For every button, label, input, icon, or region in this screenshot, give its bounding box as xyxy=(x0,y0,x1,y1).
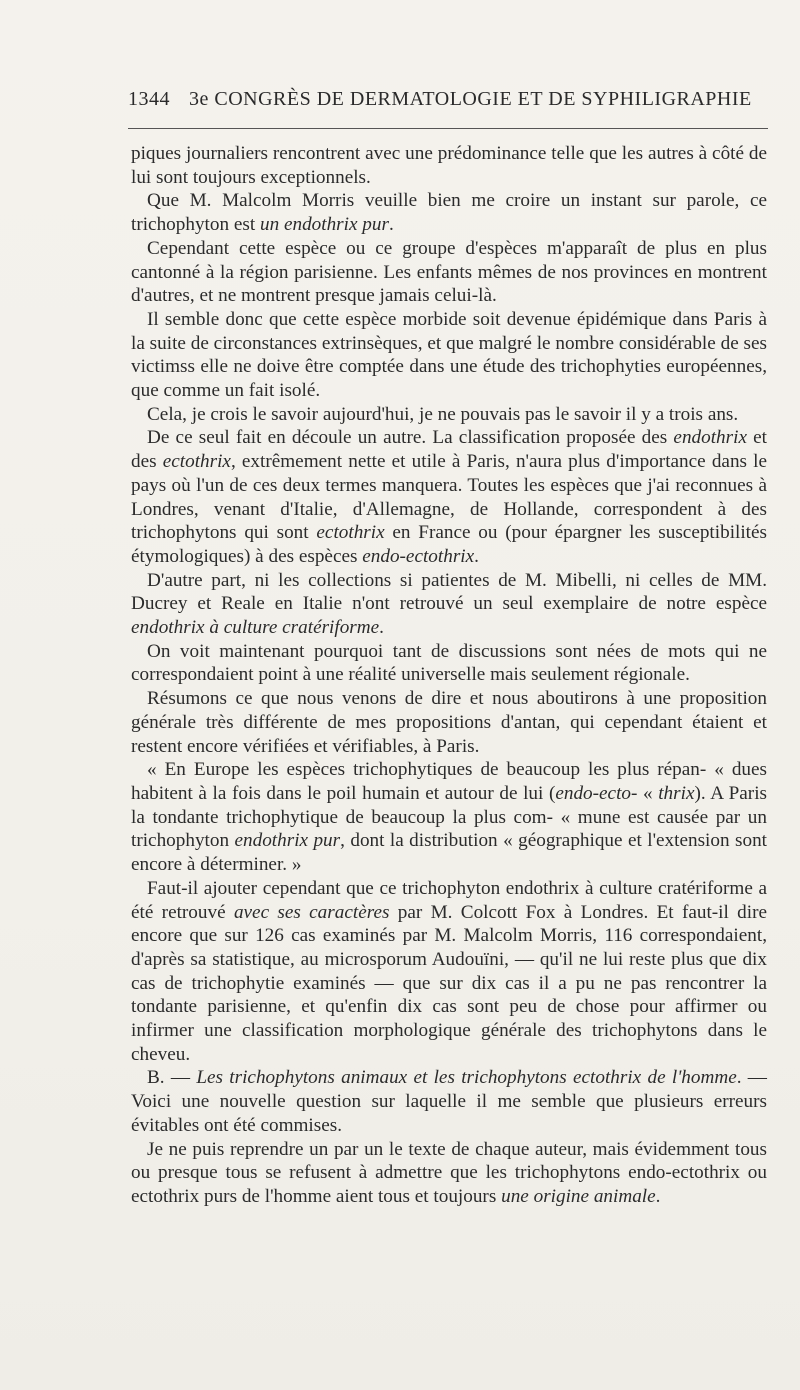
paragraph-text: D'autre part, ni les collections si patientes de M. Mibelli, ni celles de MM. Ducrey et Reale en Italie n'ont retrouvé un seul exemplaire de notre espèce xyxy=(131,569,767,615)
paragraph-text: et des xyxy=(131,427,767,473)
italic-text: ectothrix xyxy=(316,522,385,544)
italic-text: endo-ecto- xyxy=(555,782,638,804)
paragraph-text: ). A Paris la tondante trichophytique de beaucoup la plus com- « mune est causée par un trichophyton xyxy=(131,782,767,852)
paragraph-text: « xyxy=(637,782,659,804)
paragraph-text: Cependant cette espèce ou ce groupe d'espèces m'apparaît de plus en plus cantonné à la région parisienne. Les enfants mêmes de nos provinces en montrent d'autres, et ne montrent presque jamais celui-là. xyxy=(131,237,767,307)
paragraph xyxy=(131,189,767,236)
paragraph-text: Je ne puis reprendre un par un le texte de chaque auteur, mais évidemment tous ou presque tous se refusent à admettre que les trichophytons endo-ectothrix ou ectothrix purs de l'homme aient tous et toujours xyxy=(131,1138,767,1207)
paragraph-text: De ce seul fait en découle un autre. La classification proposée des xyxy=(147,427,674,449)
paragraph xyxy=(131,1138,767,1209)
paragraph xyxy=(131,142,767,189)
italic-text: thrix xyxy=(658,782,695,804)
paragraph-text: par M. Colcott Fox à Londres. Et faut-il dire encore que sur 126 cas examinés par M. Malcolm Morris, 116 correspondaient, d'après sa statistique, au microsporum Audouïni, — qu'il ne lui reste plus que dix cas de trichophytie examinés — que sur dix cas il a pu ne pas rencontrer la tondante parisienne, et qu'enfin dix cas sont peu de chose pour affirmer ou infirmer une classification morphologique générale des trichophytons dans le cheveu. xyxy=(131,901,767,1065)
paragraph-text: . — Voici une nouvelle question sur laquelle il me semble que plusieurs erreurs évitables ont été commises. xyxy=(131,1067,767,1136)
italic-text: endo-ectothrix xyxy=(362,545,475,567)
paragraph xyxy=(131,308,767,403)
italic-text: avec ses caractères xyxy=(233,901,390,923)
italic-text: un endothrix pur xyxy=(259,214,389,236)
paragraph-text: , dont la distribution « géographique et l'extension sont encore à déterminer. » xyxy=(131,830,767,876)
paragraph xyxy=(131,877,767,1067)
paragraph xyxy=(131,687,767,758)
paragraph xyxy=(131,569,767,640)
paragraph-text: . xyxy=(474,545,479,567)
italic-text: ectothrix xyxy=(162,451,231,473)
paragraph-text: . xyxy=(388,214,394,236)
page-number: 1344 xyxy=(128,88,170,110)
italic-text: une origine animale xyxy=(501,1185,656,1207)
italic-text: endothrix xyxy=(673,427,747,449)
italic-text: endothrix à culture cratériforme xyxy=(131,617,380,639)
running-title: 3e CONGRÈS DE DERMATOLOGIE ET DE SYPHILIGRAPHIE xyxy=(189,88,752,110)
paragraph xyxy=(131,403,767,427)
paragraph xyxy=(131,1066,767,1137)
paragraph-text: en France ou (pour épargner les susceptibilités étymologiques) à des espèces xyxy=(131,522,767,567)
paragraph-text: Résumons ce que nous venons de dire et nous aboutirons à une proposition générale très différente de mes propositions d'antan, qui cependant étaient et restent encore vérifiées et vérifiables, à Paris. xyxy=(131,688,767,757)
italic-text: Les trichophytons animaux et les trichophytons ectothrix de l'homme xyxy=(196,1067,737,1089)
paragraph-text: B. — xyxy=(147,1067,197,1089)
paragraph-text: , extrêmement nette et utile à Paris, n'aura plus d'importance dans le pays où l'un de ces deux termes manquera. Toutes les espèces que j'ai reconnues à Londres, venant d'Italie, d'Allemagne, de Hollande, correspondent à des trichophytons qui sont xyxy=(131,451,768,544)
running-header xyxy=(128,88,768,116)
paragraph-text: On voit maintenant pourquoi tant de discussions sont nées de mots qui ne correspondaient point à une réalité universelle mais seulement régionale. xyxy=(131,640,767,686)
paragraph-text: « En Europe les espèces trichophytiques de beaucoup les plus répan- « dues habitent à la fois dans le poil humain et autour de lui ( xyxy=(131,759,767,804)
italic-text: endothrix pur xyxy=(234,830,341,852)
paragraph-text: Faut-il ajouter cependant que ce trichophyton endothrix à culture cratériforme a été retrouvé xyxy=(131,877,767,923)
paragraph-text: Il semble donc que cette espèce morbide soit devenue épidémique dans Paris à la suite de circonstances extrinsèques, et que malgré le nombre considérable de ses victimss elle ne doive être comptée dans une étude des trichophyties européennes, que comme un fait isolé. xyxy=(131,308,767,402)
paragraph-text: . xyxy=(655,1185,661,1207)
paragraph-text: piques journaliers rencontrent avec une prédominance telle que les autres à côté de lui sont toujours exceptionnels. xyxy=(131,143,767,188)
paragraph xyxy=(131,237,767,308)
paragraph-text: Cela, je crois le savoir aujourd'hui, je ne pouvais pas le savoir il y a trois ans. xyxy=(147,403,739,425)
paragraph-text: . xyxy=(379,617,384,639)
paragraph-text: Que M. Malcolm Morris veuille bien me croire un instant sur parole, ce trichophyton est xyxy=(131,190,767,236)
body-text xyxy=(131,142,767,1209)
paragraph xyxy=(131,640,767,687)
paragraph xyxy=(131,758,767,877)
header-rule xyxy=(128,128,768,129)
paragraph xyxy=(131,426,767,568)
